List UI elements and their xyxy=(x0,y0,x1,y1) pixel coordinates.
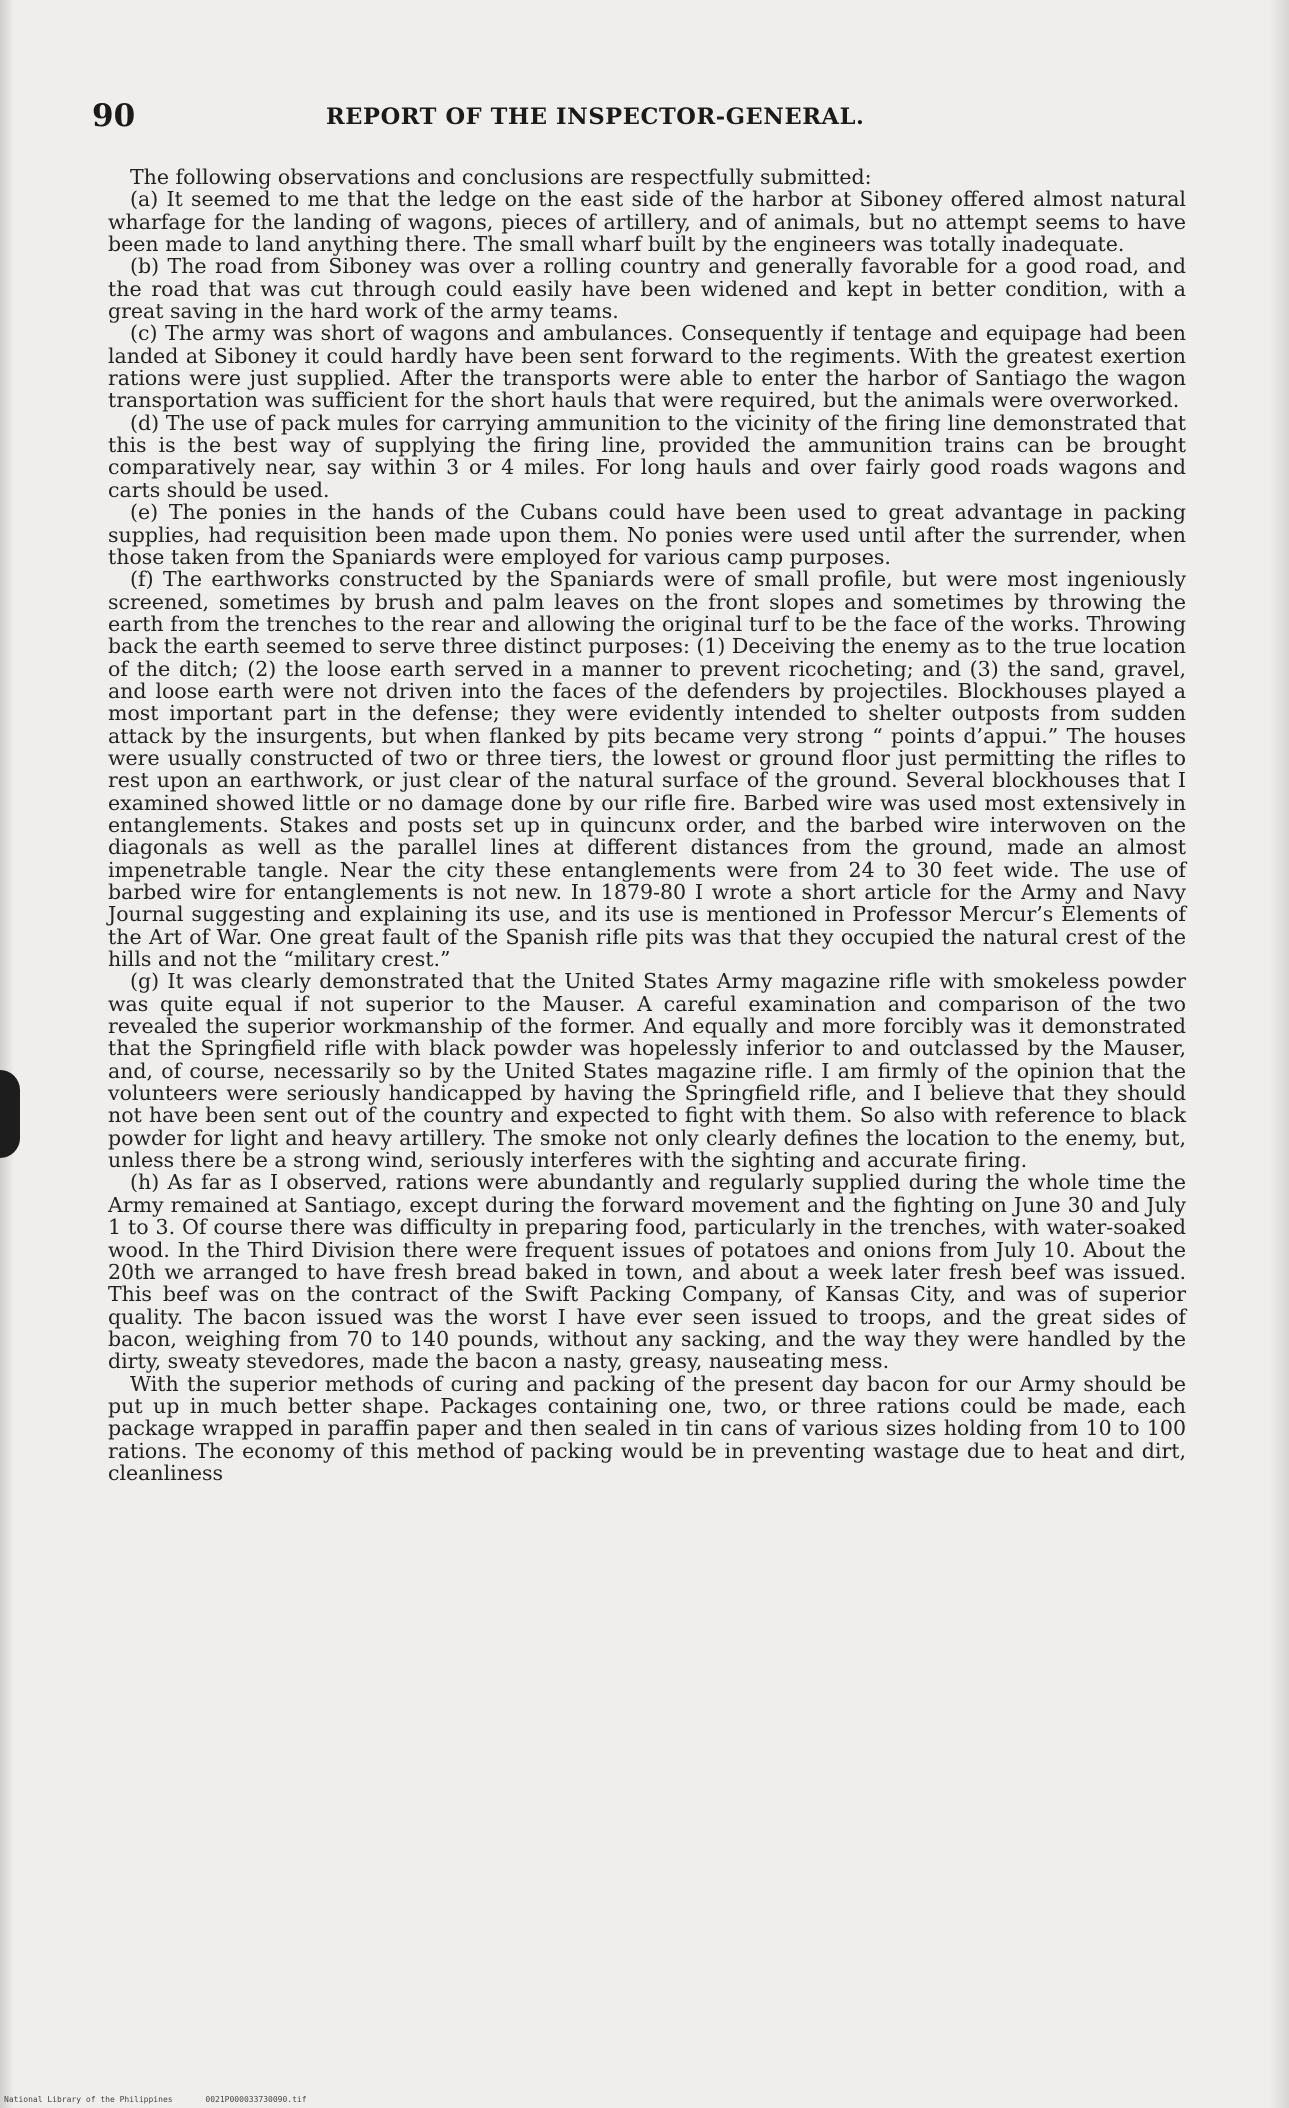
paragraph-b: (b) The road from Siboney was over a rolling country and generally favorable for a good road, and the road that was cut through could easily have been widened and kept in better condition, with a great saving in the hard work of the army teams. xyxy=(108,254,1186,324)
paragraph-g: (g) It was clearly demonstrated that the United States Army magazine rifle with smokeless powder was quite equal if not superior to the Mauser. A careful examination and comparison of the two revealed the superior workmanship of the former. And equally and more forcibly was it demonstrated that the Springfield rifle with black powder was hopelessly inferior to and outclassed by the Mauser, and, of course, necessarily so by the United States magazine rifle. I am firmly of the opinion that the volunteers were seriously handicapped by having the Springfield rifle, and I believe that they should not have been sent out of the country and expected to fight with them. So also with reference to black powder for light and heavy artillery. The smoke not only clearly defines the location to the enemy, but, unless there be a strong wind, seriously interferes with the sighting and accurate firing. xyxy=(108,969,1186,1173)
paragraph-d: (d) The use of pack mules for carrying ammunition to the vicinity of the firing line demonstrated that this is the best way of supplying the firing line, provided the ammunition trains can be brought comparatively near, say within 3 or 4 miles. For long hauls and over fairly good roads wagons and carts should be used. xyxy=(108,410,1186,502)
page-left-edge xyxy=(0,0,14,2108)
page-number: 90 xyxy=(92,98,136,134)
paragraph-h: (h) As far as I observed, rations were abundantly and regularly supplied during the whole time the Army remained at Santiago, except during the forward movement and the fighting on June 30 and July 1 to 3. Of course there was difficulty in preparing food, particularly in the trenches, with water-soaked wood. In the Third Division there were frequent issues of potatoes and onions from July 10. About the 20th we arranged to have fresh bread baked in town, and about a week later fresh beef was issued. This beef was on the contract of the Swift Packing Company, of Kansas City, and was of superior quality. The bacon issued was the worst I have ever seen issued to troops, and the great sides of bacon, weighing from 70 to 140 pounds, without any sacking, and the way they were handled by the dirty, sweaty stevedores, made the bacon a nasty, greasy, nauseating mess. xyxy=(108,1170,1186,1374)
running-head: REPORT OF THE INSPECTOR-GENERAL. xyxy=(326,104,865,130)
footer-file: 0021P000033730090.tif xyxy=(205,2095,307,2104)
page-header xyxy=(92,100,1192,144)
paragraph-c: (c) The army was short of wagons and ambulances. Consequently if tentage and equipage had been landed at Siboney it could hardly have been sent forward to the regiments. With the greatest exertion rations were just supplied. After the transports were able to enter the harbor of Santiago the wagon transportation was sufficient for the short hauls that were required, but the animals were overworked. xyxy=(108,321,1186,413)
paragraph-intro: The following observations and conclusions are respectfully submitted: xyxy=(130,165,872,189)
page-right-edge xyxy=(1269,0,1289,2108)
body-text xyxy=(108,166,1186,1484)
scan-thumb-shadow xyxy=(0,1070,20,1158)
paragraph-e: (e) The ponies in the hands of the Cubans could have been used to great advantage in packing supplies, had requisition been made upon them. No ponies were used until after the surrender, when those taken from the Spaniards were employed for various camp purposes. xyxy=(108,500,1186,569)
paragraph-f: (f) The earthworks constructed by the Spaniards were of small profile, but were most ingeniously screened, sometimes by brush and palm leaves on the front slopes and sometimes by throwing the earth from the trenches to the rear and allowing the original turf to be the face of the works. Throwing back the earth seemed to serve three distinct purposes: (1) Deceiving the enemy as to the true location of the ditch; (2) the loose earth served in a manner to prevent ricocheting; and (3) the sand, gravel, and loose earth were not driven into the faces of the defenders by projectiles. Blockhouses played a most important part in the defense; they were evidently intended to shelter outposts from sudden attack by the insurgents, but when flanked by pits became very strong “ points d’appui.” The houses were usually constructed of two or three tiers, the lowest or ground floor just permitting the rifles to rest upon an earthwork, or just clear of the natural surface of the ground. Several blockhouses that I examined showed little or no damage done by our rifle fire. Barbed wire was used most extensively in entanglements. Stakes and posts set up in quincunx order, and the barbed wire interwoven on the diagonals as well as the parallel lines at different distances from the ground, made an almost impenetrable tangle. Near the city these entanglements were from 24 to 30 feet wide. The use of barbed wire for entanglements is not new. In 1879-80 I wrote a short article for the Army and Navy Journal suggesting and explaining its use, and its use is mentioned in Professor Mercur’s Elements of the Art of War. One great fault of the Spanish rifle pits was that they occupied the natural crest of the hills and not the “military crest.” xyxy=(108,567,1187,972)
scan-footer xyxy=(4,2095,335,2104)
footer-library: National Library of the Philippines xyxy=(4,2095,173,2104)
paragraph-a: (a) It seemed to me that the ledge on the east side of the harbor at Siboney offered almost natural wharfage for the landing of wagons, pieces of artillery, and of animals, but no attempt seems to have been made to land anything there. The small wharf built by the engineers was totally inadequate. xyxy=(108,187,1186,257)
paragraph-bacon-packing: With the superior methods of curing and packing of the present day bacon for our Army should be put up in much better shape. Packages containing one, two, or three rations could be made, each package wrapped in paraffin paper and then sealed in tin cans of various sizes holding from 10 to 100 rations. The economy of this method of packing would be in preventing wastage due to heat and dirt, cleanliness xyxy=(108,1371,1186,1485)
